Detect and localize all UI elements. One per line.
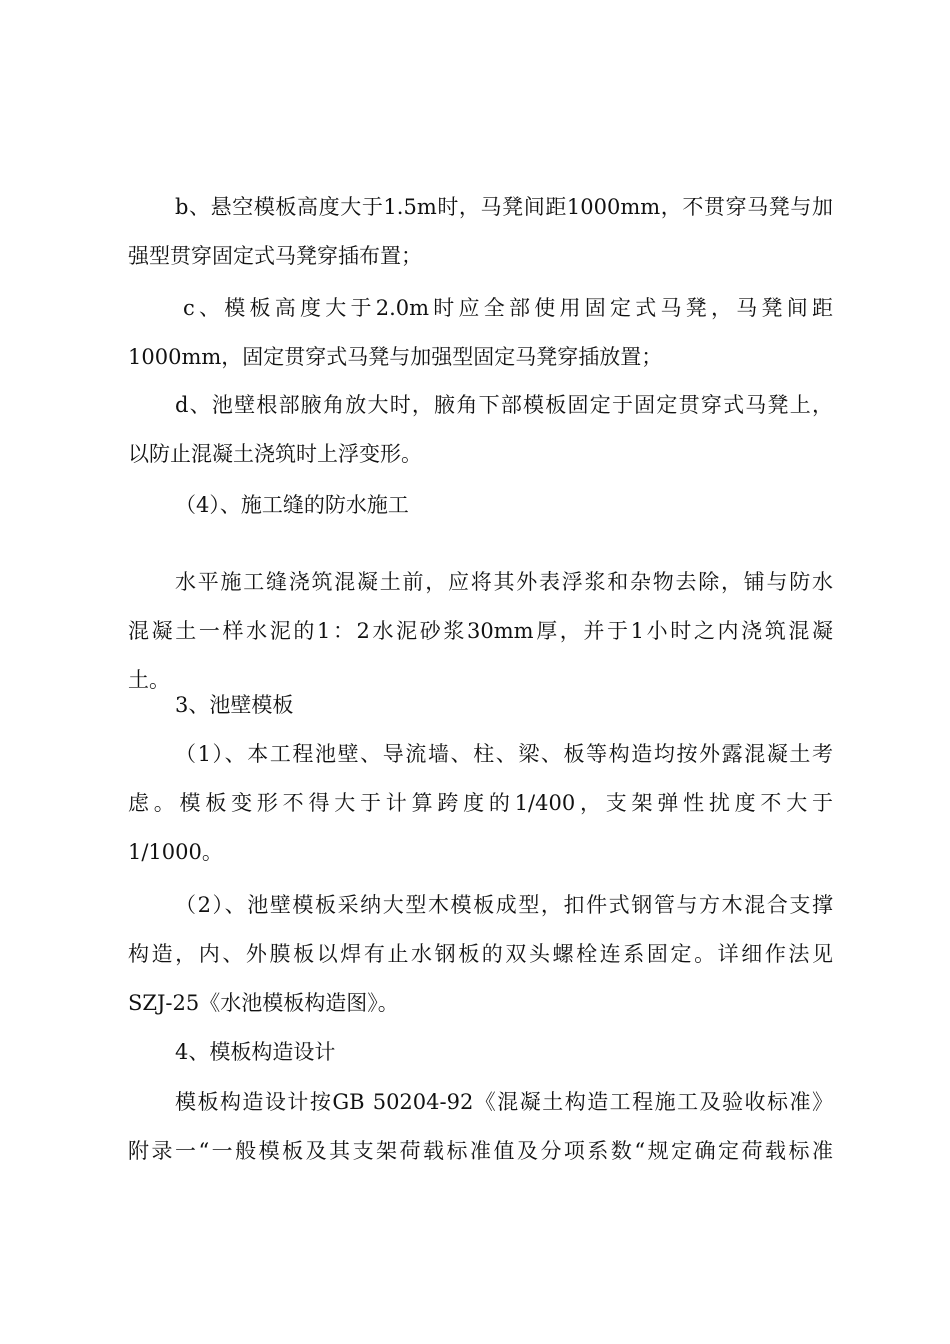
section-heading-3: 3、池壁模板	[175, 693, 294, 717]
paragraph-c-line-2: 1000mm，固定贯穿式马凳与加强型固定马凳穿插放置；	[128, 345, 663, 369]
paragraph-c-line-1: c、模板高度大于2.0m时应全部使用固定式马凳，马凳间距	[183, 296, 833, 320]
paragraph-joint-line-3: 土。	[128, 668, 170, 692]
paragraph-d-line-2: 以防止混凝土浇筑时上浮变形。	[128, 442, 422, 466]
paragraph-design-line-1: 模板构造设计按GB 50204-92《混凝土构造工程施工及验收标准》	[175, 1090, 833, 1114]
section-heading-4: （4）、施工缝的防水施工	[175, 493, 409, 517]
paragraph-design-line-2: 附录一“一般模板及其支架荷载标准值及分项系数“规定确定荷载标准	[128, 1139, 833, 1163]
section-heading-4-design: 4、模板构造设计	[175, 1040, 336, 1064]
paragraph-2-line-2: 构造，内、外膜板以焊有止水钢板的双头螺栓连系固定。详细作法见	[128, 942, 833, 966]
paragraph-1-line-1: （1）、本工程池壁、导流墙、柱、梁、板等构造均按外露混凝土考	[175, 742, 833, 766]
paragraph-2-line-3: SZJ-25《水池模板构造图》。	[128, 991, 399, 1015]
paragraph-2-line-1: （2）、池壁模板采纳大型木模板成型，扣件式钢管与方木混合支撑	[175, 893, 833, 917]
paragraph-1-line-2: 虑。模板变形不得大于计算跨度的1/400，支架弹性扰度不大于	[128, 791, 833, 815]
paragraph-1-line-3: 1/1000。	[128, 840, 223, 864]
paragraph-joint-line-1: 水平施工缝浇筑混凝土前，应将其外表浮浆和杂物去除，铺与防水	[175, 570, 833, 594]
paragraph-b-line-1: b、悬空模板高度大于1.5m时，马凳间距1000mm，不贯穿马凳与加	[175, 195, 833, 219]
paragraph-joint-line-2: 混凝土一样水泥的1：2水泥砂浆30mm厚，并于1小时之内浇筑混凝	[128, 619, 833, 643]
paragraph-d-line-1: d、池壁根部腋角放大时，腋角下部模板固定于固定贯穿式马凳上，	[175, 393, 833, 417]
paragraph-b-line-2: 强型贯穿固定式马凳穿插布置；	[128, 244, 422, 268]
